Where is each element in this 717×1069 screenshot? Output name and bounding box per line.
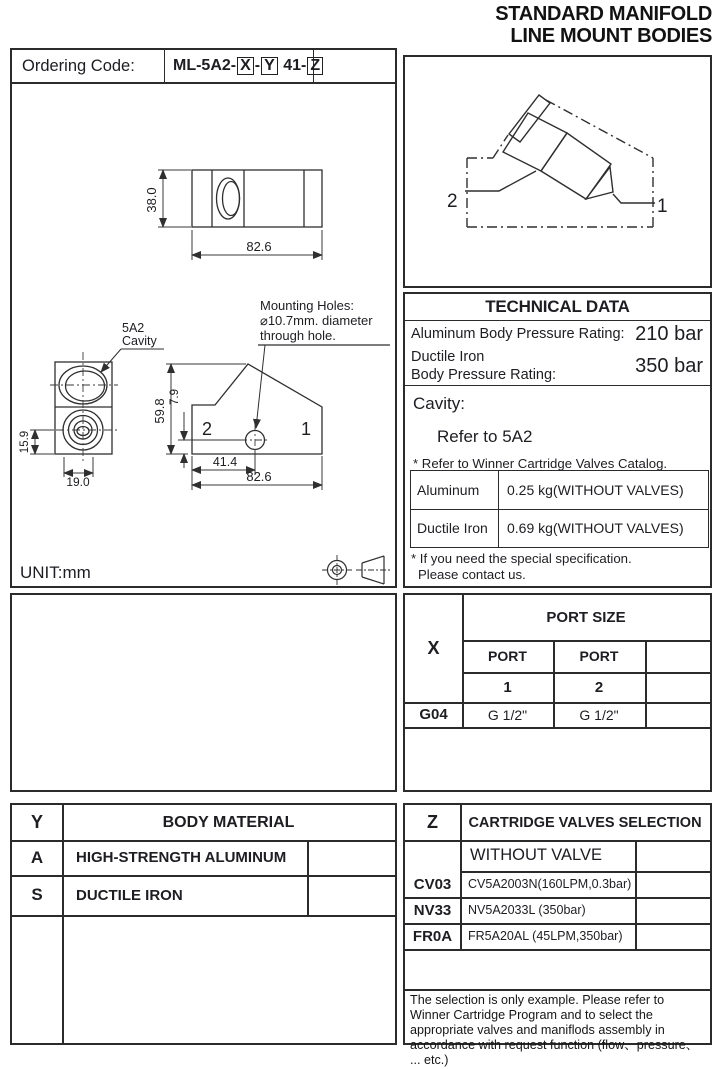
ordering-code-label: Ordering Code: <box>12 50 165 82</box>
port-size-title: PORT SIZE <box>546 609 626 626</box>
cartridge-selection-note: The selection is only example. Please refer to Winner Cartridge Program and to select the appropriate valves and maniflods assembly in accordance with request function (flow、pressure、 ... etc.) <box>410 993 699 1068</box>
unit-label: UNIT:mm <box>20 563 91 582</box>
aluminum-rating-label: Aluminum Body Pressure Rating: <box>411 325 625 342</box>
weight-row-aluminum <box>411 471 708 510</box>
schematic-panel <box>403 55 712 288</box>
special-note <box>411 551 632 583</box>
code-y-box: Y <box>261 57 278 76</box>
code-prefix: ML-5A2- <box>173 57 237 74</box>
cartridge-valve-schematic <box>405 57 710 286</box>
cavity-value: Refer to 5A2 <box>437 427 533 446</box>
port-size-code-header: X <box>427 638 440 658</box>
mounting-holes-callout <box>256 298 390 428</box>
port-number-1: 1 <box>503 678 512 696</box>
projection-symbol-cone-icon <box>356 556 390 584</box>
special-note-line2: Please contact us. <box>418 566 526 582</box>
side-port-1: 1 <box>301 419 312 439</box>
special-note-line1: * If you need the special specification. <box>411 551 632 566</box>
cartridge-row-code: CV03 <box>413 875 452 893</box>
page-title-line2: LINE MOUNT BODIES <box>510 25 712 48</box>
end-view-centerlines <box>50 352 118 464</box>
side-total-height-dim: 59.8 <box>152 398 167 424</box>
front-width-dim: 82.6 <box>246 239 272 254</box>
port-size-row-port2: G 1/2" <box>579 706 619 723</box>
cartridge-code-header: Z <box>427 812 438 832</box>
drawing-panel <box>10 48 397 588</box>
code-z-box: Z <box>307 57 323 76</box>
cavity-label: Cavity: <box>413 394 465 413</box>
front-view-dimensions <box>158 170 322 260</box>
body-material-table <box>10 803 397 1045</box>
technical-data-title: TECHNICAL DATA <box>405 294 710 321</box>
mounting-note-line3: through hole. <box>260 328 336 343</box>
code-sep2: 41- <box>278 57 307 74</box>
aluminum-rating-value: 210 bar <box>635 322 703 345</box>
empty-panel <box>10 593 397 792</box>
side-hole-offset-dim: 7.9 <box>169 389 181 405</box>
ductile-rating-value: 350 bar <box>635 354 703 377</box>
body-material-row-code: A <box>30 847 44 867</box>
schematic-port2-line <box>465 171 536 191</box>
ductile-rating-label <box>411 348 556 384</box>
ductile-rating-label-line1: Ductile Iron <box>411 348 485 365</box>
side-hole-x-dim: 41.4 <box>212 455 238 469</box>
cartridge-row-code: FR0A <box>412 927 453 945</box>
weight-value: 0.25 kg(WITHOUT VALVES) <box>507 481 684 498</box>
end-height-dim: 15.9 <box>19 430 31 454</box>
technical-data-panel <box>403 292 712 588</box>
weight-material: Ductile Iron <box>411 510 499 547</box>
body-material-title: BODY MATERIAL <box>162 813 295 831</box>
schematic-port-2-label: 2 <box>447 191 458 212</box>
port-number-2: 2 <box>594 678 604 696</box>
schematic-port-1-label: 1 <box>657 196 668 217</box>
cartridge-row-label: FR5A20AL (45LPM,350bar) <box>468 929 623 943</box>
body-material-row-code: S <box>31 885 43 904</box>
ductile-rating-row <box>405 347 710 385</box>
body-material-row-label: DUCTILE IRON <box>76 886 183 904</box>
cavity-callout-line1: 5A2 <box>122 321 145 335</box>
cartridge-title: CARTRIDGE VALVES SELECTION <box>468 814 702 831</box>
catalog-note: * Refer to Winner Cartridge Valves Catalog. <box>413 456 668 471</box>
code-x-box: X <box>237 57 254 76</box>
ordering-code-row <box>12 50 395 84</box>
aluminum-rating-row <box>405 321 710 347</box>
mounting-note-line1: Mounting Holes: <box>260 298 354 313</box>
mounting-note-line2: ⌀10.7mm. diameter <box>260 313 373 328</box>
weight-row-ductile <box>411 510 708 547</box>
cavity-callout <box>101 321 164 372</box>
cavity-callout-line2: Cavity <box>122 334 157 348</box>
cartridge-valves-table <box>403 803 712 1068</box>
cartridge-row-code: NV33 <box>413 901 452 919</box>
weight-table <box>410 470 709 548</box>
cartridge-without-valve: WITHOUT VALVE <box>470 846 603 864</box>
body-material-row-label: HIGH-STRENGTH ALUMINUM <box>76 849 287 866</box>
front-height-dim: 38.0 <box>144 187 159 213</box>
cartridge-row-label: CV5A2003N(160LPM,0.3bar) <box>468 877 632 891</box>
projection-symbol-target-icon <box>322 555 352 585</box>
front-view <box>192 170 322 227</box>
technical-drawing <box>12 84 395 586</box>
ordering-code-value <box>165 50 321 82</box>
page-title <box>495 3 712 48</box>
weight-material: Aluminum <box>411 471 499 509</box>
body-material-code-header: Y <box>30 812 43 832</box>
port-header-1: PORT <box>488 648 527 664</box>
weight-value: 0.69 kg(WITHOUT VALVES) <box>507 520 684 536</box>
side-view <box>192 364 322 454</box>
schematic-port1-line <box>613 194 655 203</box>
end-view <box>55 362 112 454</box>
side-width-dim: 82.6 <box>246 469 272 484</box>
code-sep1: - <box>254 57 261 74</box>
schematic-valve-body <box>503 95 613 199</box>
port-size-table <box>403 593 712 792</box>
schematic-envelope <box>467 100 653 227</box>
side-port-2: 2 <box>202 419 213 439</box>
page-title-line1: STANDARD MANIFOLD <box>495 3 712 25</box>
ductile-rating-label-line2: Body Pressure Rating: <box>411 367 557 383</box>
side-view-dimensions <box>166 364 322 490</box>
end-width-dim: 19.0 <box>66 475 90 489</box>
port-header-2: PORT <box>579 648 619 664</box>
port-size-row-port1: G 1/2" <box>487 706 528 723</box>
port-size-row-code: G04 <box>419 706 448 723</box>
cartridge-row-label: NV5A2033L (350bar) <box>468 903 586 917</box>
